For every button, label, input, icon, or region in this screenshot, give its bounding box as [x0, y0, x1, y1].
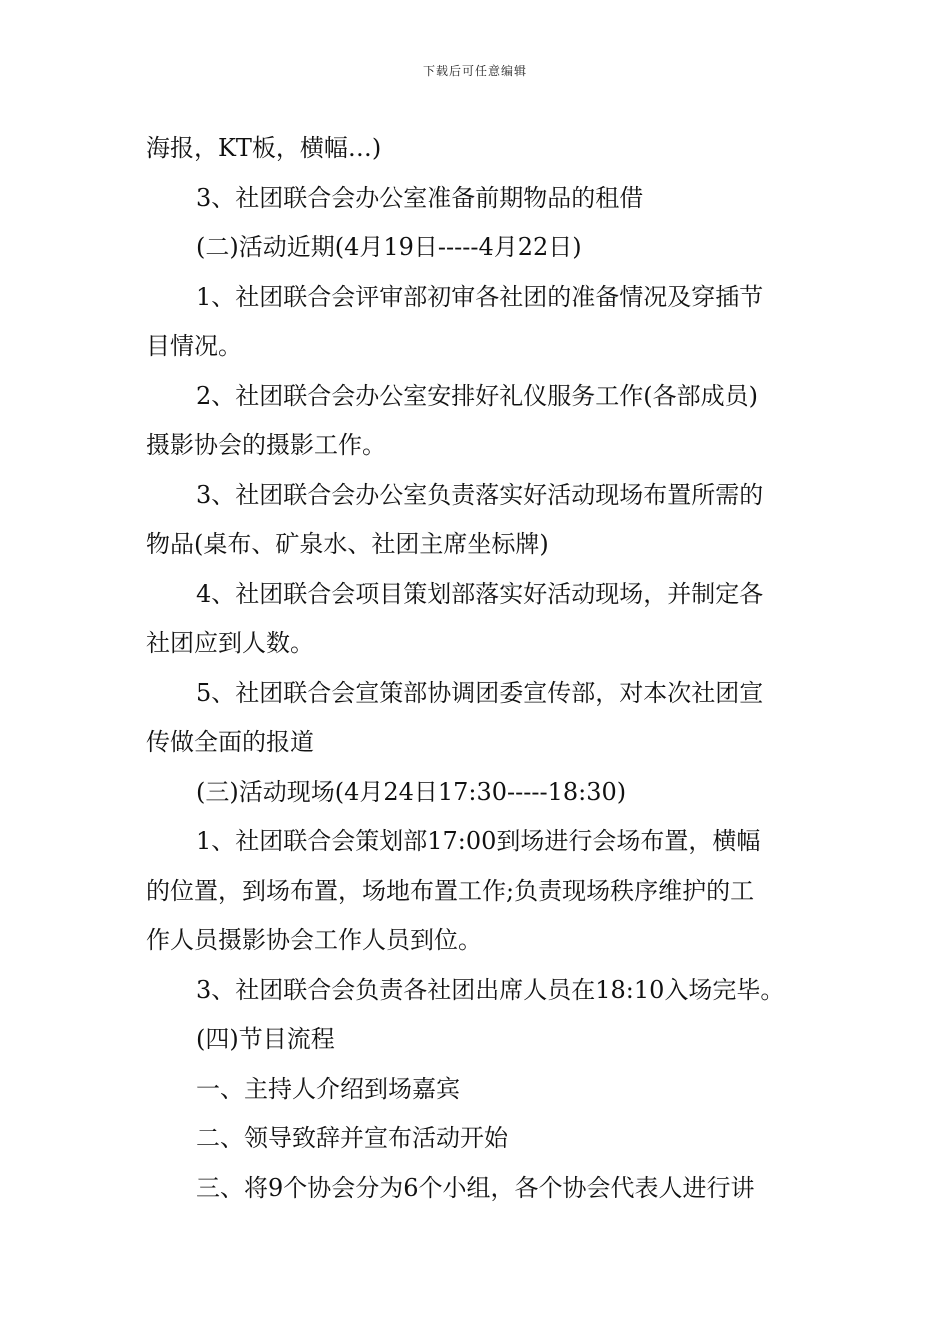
- text-line: 3、社团联合会负责各社团出席人员在18:10入场完毕。: [196, 975, 785, 1004]
- section-heading: (四)节目流程: [196, 1025, 335, 1053]
- text-line: 社团应到人数。: [146, 629, 314, 657]
- page-header: 下载后可任意编辑: [422, 64, 527, 78]
- text-line: 4、社团联合会项目策划部落实好活动现场，并制定各: [196, 579, 764, 608]
- text-line: 2、社团联合会办公室安排好礼仪服务工作(各部成员): [196, 381, 758, 410]
- text-line: 1、社团联合会评审部初审各社团的准备情况及穿插节: [196, 282, 764, 311]
- text-line: 一、主持人介绍到场嘉宾: [196, 1074, 460, 1103]
- text-line: 5、社团联合会宣策部协调团委宣传部，对本次社团宣: [196, 678, 764, 707]
- section-heading: (三)活动现场(4月24日17:30-----18:30): [196, 777, 627, 806]
- text-line: 传做全面的报道: [146, 728, 314, 756]
- text-line: 3、社团联合会办公室准备前期物品的租借: [196, 183, 644, 212]
- section-heading: (二)活动近期(4月19日-----4月22日): [196, 233, 582, 261]
- text-line: 摄影协会的摄影工作。: [146, 431, 386, 459]
- text-line: 海报，KT板，横幅…): [146, 134, 382, 162]
- text-line: 目情况。: [146, 332, 242, 360]
- text-line: 三、将9个协会分为6个小组，各个协会代表人进行讲: [196, 1173, 755, 1202]
- text-line: 作人员摄影协会工作人员到位。: [146, 926, 482, 954]
- text-line: 物品(桌布、矿泉水、社团主席坐标牌): [146, 530, 549, 558]
- text-line: 二、领导致辞并宣布活动开始: [196, 1124, 508, 1152]
- text-line: 3、社团联合会办公室负责落实好活动现场布置所需的: [196, 480, 764, 509]
- text-line: 的位置，到场布置，场地布置工作;负责现场秩序维护的工: [146, 876, 755, 905]
- document-body: [146, 124, 811, 1213]
- text-line: 1、社团联合会策划部17:00到场进行会场布置，横幅: [196, 827, 761, 855]
